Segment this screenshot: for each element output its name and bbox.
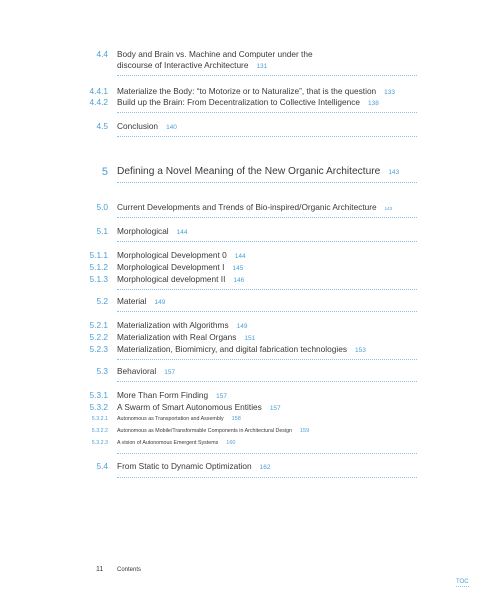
toc-entry-title-line: Materialize the Body: “to Motorize or to Naturalize”, that is the question bbox=[117, 86, 377, 96]
dotted-rule bbox=[117, 359, 417, 360]
toc-entry-number: 4.4.2 bbox=[89, 97, 108, 107]
footer-section-label: Contents bbox=[117, 567, 142, 573]
toc-entry-title-line: Conclusion bbox=[117, 121, 159, 131]
dotted-rule bbox=[117, 477, 417, 478]
toc-entry-title bbox=[117, 274, 417, 286]
toc-entry-title bbox=[117, 390, 417, 402]
toc-entry-title bbox=[117, 262, 417, 274]
toc-entry-title-line: Materialization with Real Organs bbox=[117, 332, 237, 342]
toc-entry-page: 149 bbox=[154, 299, 166, 306]
toc-entry-title-line: Morphological bbox=[117, 226, 169, 236]
toc-entry-number: 5.2.2 bbox=[89, 332, 108, 342]
toc-entry-page: 143 bbox=[388, 169, 400, 176]
toc-entry-page: 151 bbox=[244, 335, 256, 342]
toc-entry-title-line: Morphological development II bbox=[117, 274, 226, 284]
toc-entry-title-line: From Static to Dynamic Optimization bbox=[117, 461, 252, 471]
toc-entry-number: 5.1.3 bbox=[89, 274, 108, 284]
toc-entry-title bbox=[117, 165, 417, 180]
toc-entry-title-line: Body and Brain vs. Machine and Computer under the bbox=[117, 49, 313, 59]
toc-entry-title-line: Build up the Brain: From Decentralization to Collective Intelligence bbox=[117, 97, 361, 107]
toc-entry-page: 162 bbox=[259, 464, 271, 471]
toc-entry-page: 138 bbox=[368, 100, 379, 107]
toc-entry-title-line: Material bbox=[117, 296, 147, 306]
toc-entry-title bbox=[117, 426, 417, 437]
toc-link[interactable]: TOC bbox=[456, 579, 469, 585]
toc-entry-title bbox=[117, 97, 417, 109]
dotted-rule bbox=[117, 381, 417, 382]
toc-entry-page: 144 bbox=[234, 253, 246, 260]
toc-entry-title bbox=[117, 366, 417, 378]
toc-entry-page: 140 bbox=[166, 124, 177, 131]
toc-entry-page: 145 bbox=[232, 265, 244, 272]
toc-entry-title bbox=[117, 121, 417, 133]
toc-entry-title bbox=[117, 320, 417, 332]
dotted-rule bbox=[117, 217, 417, 218]
toc-entry-title-line: More Than Form Finding bbox=[117, 390, 209, 400]
toc-entry-number: 5.2 bbox=[96, 296, 108, 306]
toc-entry-number: 5.3.2.3 bbox=[91, 440, 108, 446]
dotted-rule bbox=[117, 112, 417, 113]
toc-entry-title bbox=[117, 202, 417, 214]
dotted-rule bbox=[117, 311, 417, 312]
toc-entry-number: 5.3.2 bbox=[89, 402, 108, 412]
toc-entry-title bbox=[117, 344, 417, 356]
dotted-rule bbox=[117, 241, 417, 242]
toc-entry-page: 157 bbox=[164, 369, 176, 376]
toc-entry-number: 5.3 bbox=[96, 366, 108, 376]
toc-entry-page: 131 bbox=[256, 63, 268, 70]
toc-entry-title bbox=[117, 438, 417, 449]
toc-entry-number: 5.3.2.2 bbox=[91, 428, 108, 434]
toc-entry-number: 4.4.1 bbox=[89, 86, 108, 96]
toc-entry-number: 5.3.1 bbox=[89, 390, 108, 400]
toc-entry-page: 159 bbox=[299, 428, 310, 434]
toc-entry-title-line: A Swarm of Smart Autonomous Entities bbox=[117, 402, 262, 412]
toc-entry-title-line: Behavioral bbox=[117, 366, 157, 376]
toc-entry-title bbox=[117, 49, 417, 72]
toc-entry-title-line: Current Developments and Trends of Bio-inspired/Organic Architecture bbox=[117, 202, 377, 212]
toc-entry-number: 5.2.3 bbox=[89, 344, 108, 354]
toc-entry-number: 5.3.2.1 bbox=[91, 416, 108, 422]
toc-entry-title-line: Materialization, Biomimicry, and digital fabrication technologies bbox=[117, 344, 347, 354]
toc-entry-title-line: Defining a Novel Meaning of the New Organic Architecture bbox=[117, 166, 381, 177]
toc-entry-number: 4.5 bbox=[96, 121, 108, 131]
toc-entry-number: 5.4 bbox=[96, 461, 108, 471]
toc-entry-number: 5.2.1 bbox=[89, 320, 108, 330]
toc-entry-page: 157 bbox=[269, 405, 281, 412]
toc-entry-title bbox=[117, 296, 417, 308]
toc-entry-title-line: Morphological Development I bbox=[117, 262, 225, 272]
footer-page-number: 11 bbox=[96, 566, 104, 573]
toc-entry-title-line: A vision of Autonomous Emergent Systems bbox=[117, 440, 219, 446]
toc-entry-title-line: Autonomous as Transportation and Assembly bbox=[117, 416, 224, 422]
toc-entry-title-line: Materialization with Algorithms bbox=[117, 320, 229, 330]
toc-entry-page: 144 bbox=[176, 229, 188, 236]
toc-entry-title-line: Autonomous as Mobile/Transformable Components in Architectural Design bbox=[117, 428, 292, 434]
toc-entry-page: 160 bbox=[226, 440, 236, 446]
toc-entry-title bbox=[117, 226, 417, 238]
toc-entry-page: 143 bbox=[384, 206, 393, 211]
toc-entry-title bbox=[117, 461, 417, 473]
dotted-rule bbox=[117, 136, 417, 137]
toc-entry-number: 5.1.1 bbox=[89, 250, 108, 260]
toc-entry-number: 4.4 bbox=[96, 49, 108, 59]
toc-entry-page: 153 bbox=[354, 347, 366, 354]
toc-entry-page: 133 bbox=[384, 89, 396, 96]
toc-entry-title-line: discourse of Interactive Architecture bbox=[117, 60, 249, 70]
toc-entry-title bbox=[117, 414, 417, 425]
toc-entry-page: 149 bbox=[236, 323, 248, 330]
toc-entry-number: 5.0 bbox=[96, 202, 108, 212]
toc-entry-page: 146 bbox=[233, 277, 245, 284]
toc-entry-title-line: Morphological Development 0 bbox=[117, 250, 227, 260]
dotted-rule bbox=[117, 75, 417, 76]
toc-entry-page: 157 bbox=[216, 393, 228, 400]
dotted-rule bbox=[117, 182, 417, 183]
toc-entry-title bbox=[117, 250, 417, 262]
toc-entry-title bbox=[117, 332, 417, 344]
toc-entry-number: 5.1.2 bbox=[89, 262, 108, 272]
toc-entry-title bbox=[117, 402, 417, 414]
toc-entry-number: 5.1 bbox=[96, 226, 108, 236]
dotted-rule bbox=[117, 289, 417, 290]
toc-entry-page: 158 bbox=[231, 416, 241, 422]
dotted-rule bbox=[117, 453, 417, 454]
toc-entry-number: 5 bbox=[101, 166, 108, 178]
